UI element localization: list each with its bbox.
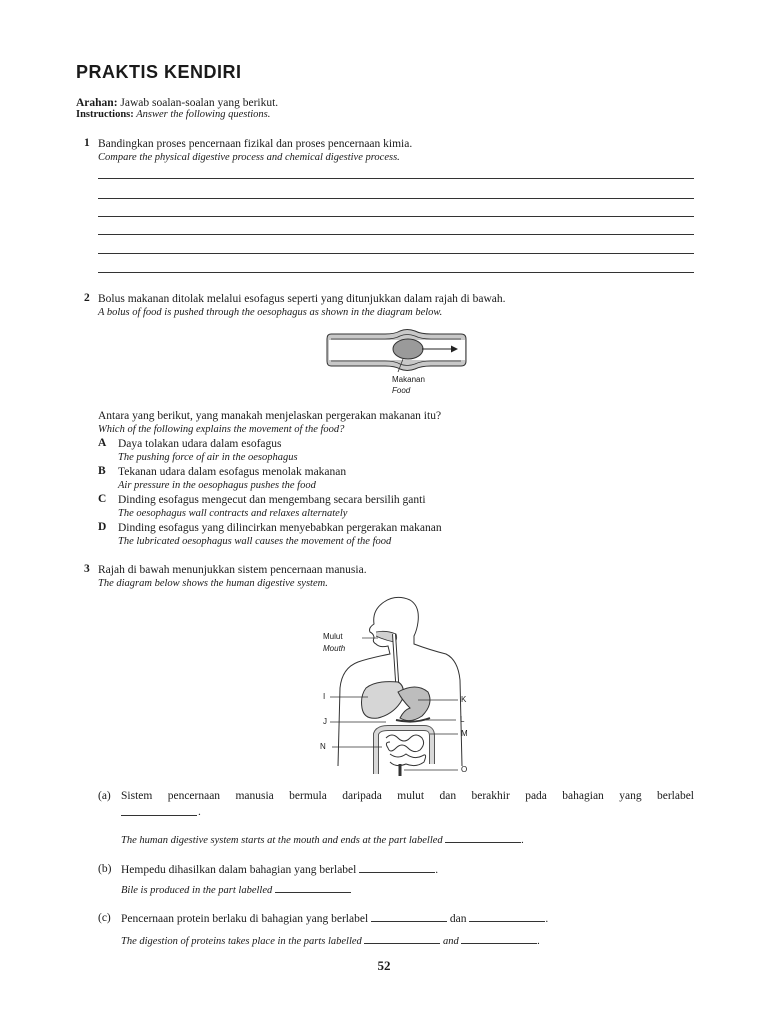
mouth-label-en: Mouth	[323, 644, 346, 653]
q3b-text-ms: Hempedu dihasilkan dalam bahagian yang berlabel .	[121, 864, 439, 876]
instructions-en	[76, 109, 270, 120]
q1-text-ms: Bandingkan proses pencernaan fizikal dan proses pencernaan kimia.	[98, 138, 413, 150]
q3-text-en: The diagram below shows the human digestive system.	[98, 578, 328, 589]
food-label-ms: Makanan	[392, 375, 425, 384]
option-letter[interactable]: D	[98, 521, 107, 533]
q2-text-ms: Bolus makanan ditolak melalui esofagus seperti yang ditunjukkan dalam rajah di bawah.	[98, 293, 506, 305]
option-text-ms[interactable]: Dinding esofagus yang dilincirkan menyebabkan pergerakan makanan	[118, 522, 442, 534]
answer-line[interactable]	[98, 216, 694, 217]
oesophagus-diagram	[325, 328, 470, 376]
q3a-tag: (a)	[98, 790, 111, 802]
option-letter[interactable]: B	[98, 465, 106, 477]
page-number: 52	[377, 958, 391, 973]
q3-number: 3	[84, 563, 90, 575]
label-i: I	[323, 692, 326, 701]
q2-text-en: A bolus of food is pushed through the oesophagus as shown in the diagram below.	[98, 307, 443, 318]
q1-number: 1	[84, 137, 90, 149]
food-label-en: Food	[392, 386, 411, 395]
q3-text-ms: Rajah di bawah menunjukkan sistem pencernaan manusia.	[98, 564, 367, 576]
digestive-system-diagram	[318, 596, 478, 780]
option-text-en: The lubricated oesophagus wall causes the movement of the food	[118, 536, 392, 547]
q3a-text-ms: Sistem pencernaan manusia bermula daripada mulut dan berakhir pada bahagian yang berlabel	[121, 790, 694, 802]
page-title: PRAKTIS KENDIRI	[76, 62, 242, 82]
q3c-text-en: The digestion of proteins takes place in the parts labelled and .	[121, 933, 540, 948]
instructions-ms-text: Jawab soalan-soalan yang berikut.	[117, 97, 279, 109]
answer-blank[interactable]	[371, 911, 447, 922]
label-k: K	[461, 695, 467, 704]
answer-line[interactable]	[98, 234, 694, 235]
answer-blank[interactable]	[461, 933, 537, 944]
answer-line[interactable]	[98, 198, 694, 199]
option-text-ms[interactable]: Tekanan udara dalam esofagus menolak makanan	[118, 466, 347, 478]
label-l: L	[460, 715, 465, 724]
label-o: O	[461, 765, 468, 774]
answer-blank[interactable]	[445, 832, 521, 843]
answer-line[interactable]	[98, 272, 694, 273]
instructions-en-label: Instructions:	[76, 109, 134, 120]
option-text-ms[interactable]: Daya tolakan udara dalam esofagus	[118, 438, 282, 450]
answer-line[interactable]	[98, 253, 694, 254]
answer-blank[interactable]	[359, 862, 435, 873]
q3b-tag: (b)	[98, 863, 112, 875]
q2-number: 2	[84, 292, 90, 304]
label-m: M	[461, 729, 468, 738]
instructions-en-text: Answer the following questions.	[133, 109, 271, 120]
mouth-label-ms: Mulut	[323, 632, 343, 641]
label-n: N	[320, 742, 326, 751]
answer-blank[interactable]	[121, 805, 197, 816]
option-text-en: The oesophagus wall contracts and relaxes alternately	[118, 508, 348, 519]
option-letter[interactable]: A	[98, 437, 107, 449]
q3a-text-en: The human digestive system starts at the mouth and ends at the part labelled .	[121, 832, 524, 847]
option-text-en: Air pressure in the oesophagus pushes the food	[118, 480, 316, 491]
option-text-en: The pushing force of air in the oesophagus	[118, 452, 298, 463]
q2-stem-ms: Antara yang berikut, yang manakah menjelaskan pergerakan makanan itu?	[98, 410, 442, 422]
q3b-text-en: Bile is produced in the part labelled	[121, 882, 351, 897]
answer-blank[interactable]	[275, 882, 351, 893]
answer-blank[interactable]	[364, 933, 440, 944]
instructions-ms-label: Arahan:	[76, 97, 118, 109]
q2-stem-en: Which of the following explains the movement of the food?	[98, 424, 345, 435]
answer-line[interactable]	[98, 178, 694, 179]
q3c-tag: (c)	[98, 912, 111, 924]
instructions-ms	[76, 96, 278, 110]
q3c-text-ms: Pencernaan protein berlaku di bahagian yang berlabel dan .	[121, 913, 549, 925]
label-j: J	[323, 717, 327, 726]
option-letter[interactable]: C	[98, 493, 107, 505]
answer-blank[interactable]	[469, 911, 545, 922]
q1-text-en: Compare the physical digestive process and chemical digestive process.	[98, 152, 400, 163]
option-text-ms[interactable]: Dinding esofagus mengecut dan mengembang secara bersilih ganti	[118, 494, 426, 506]
